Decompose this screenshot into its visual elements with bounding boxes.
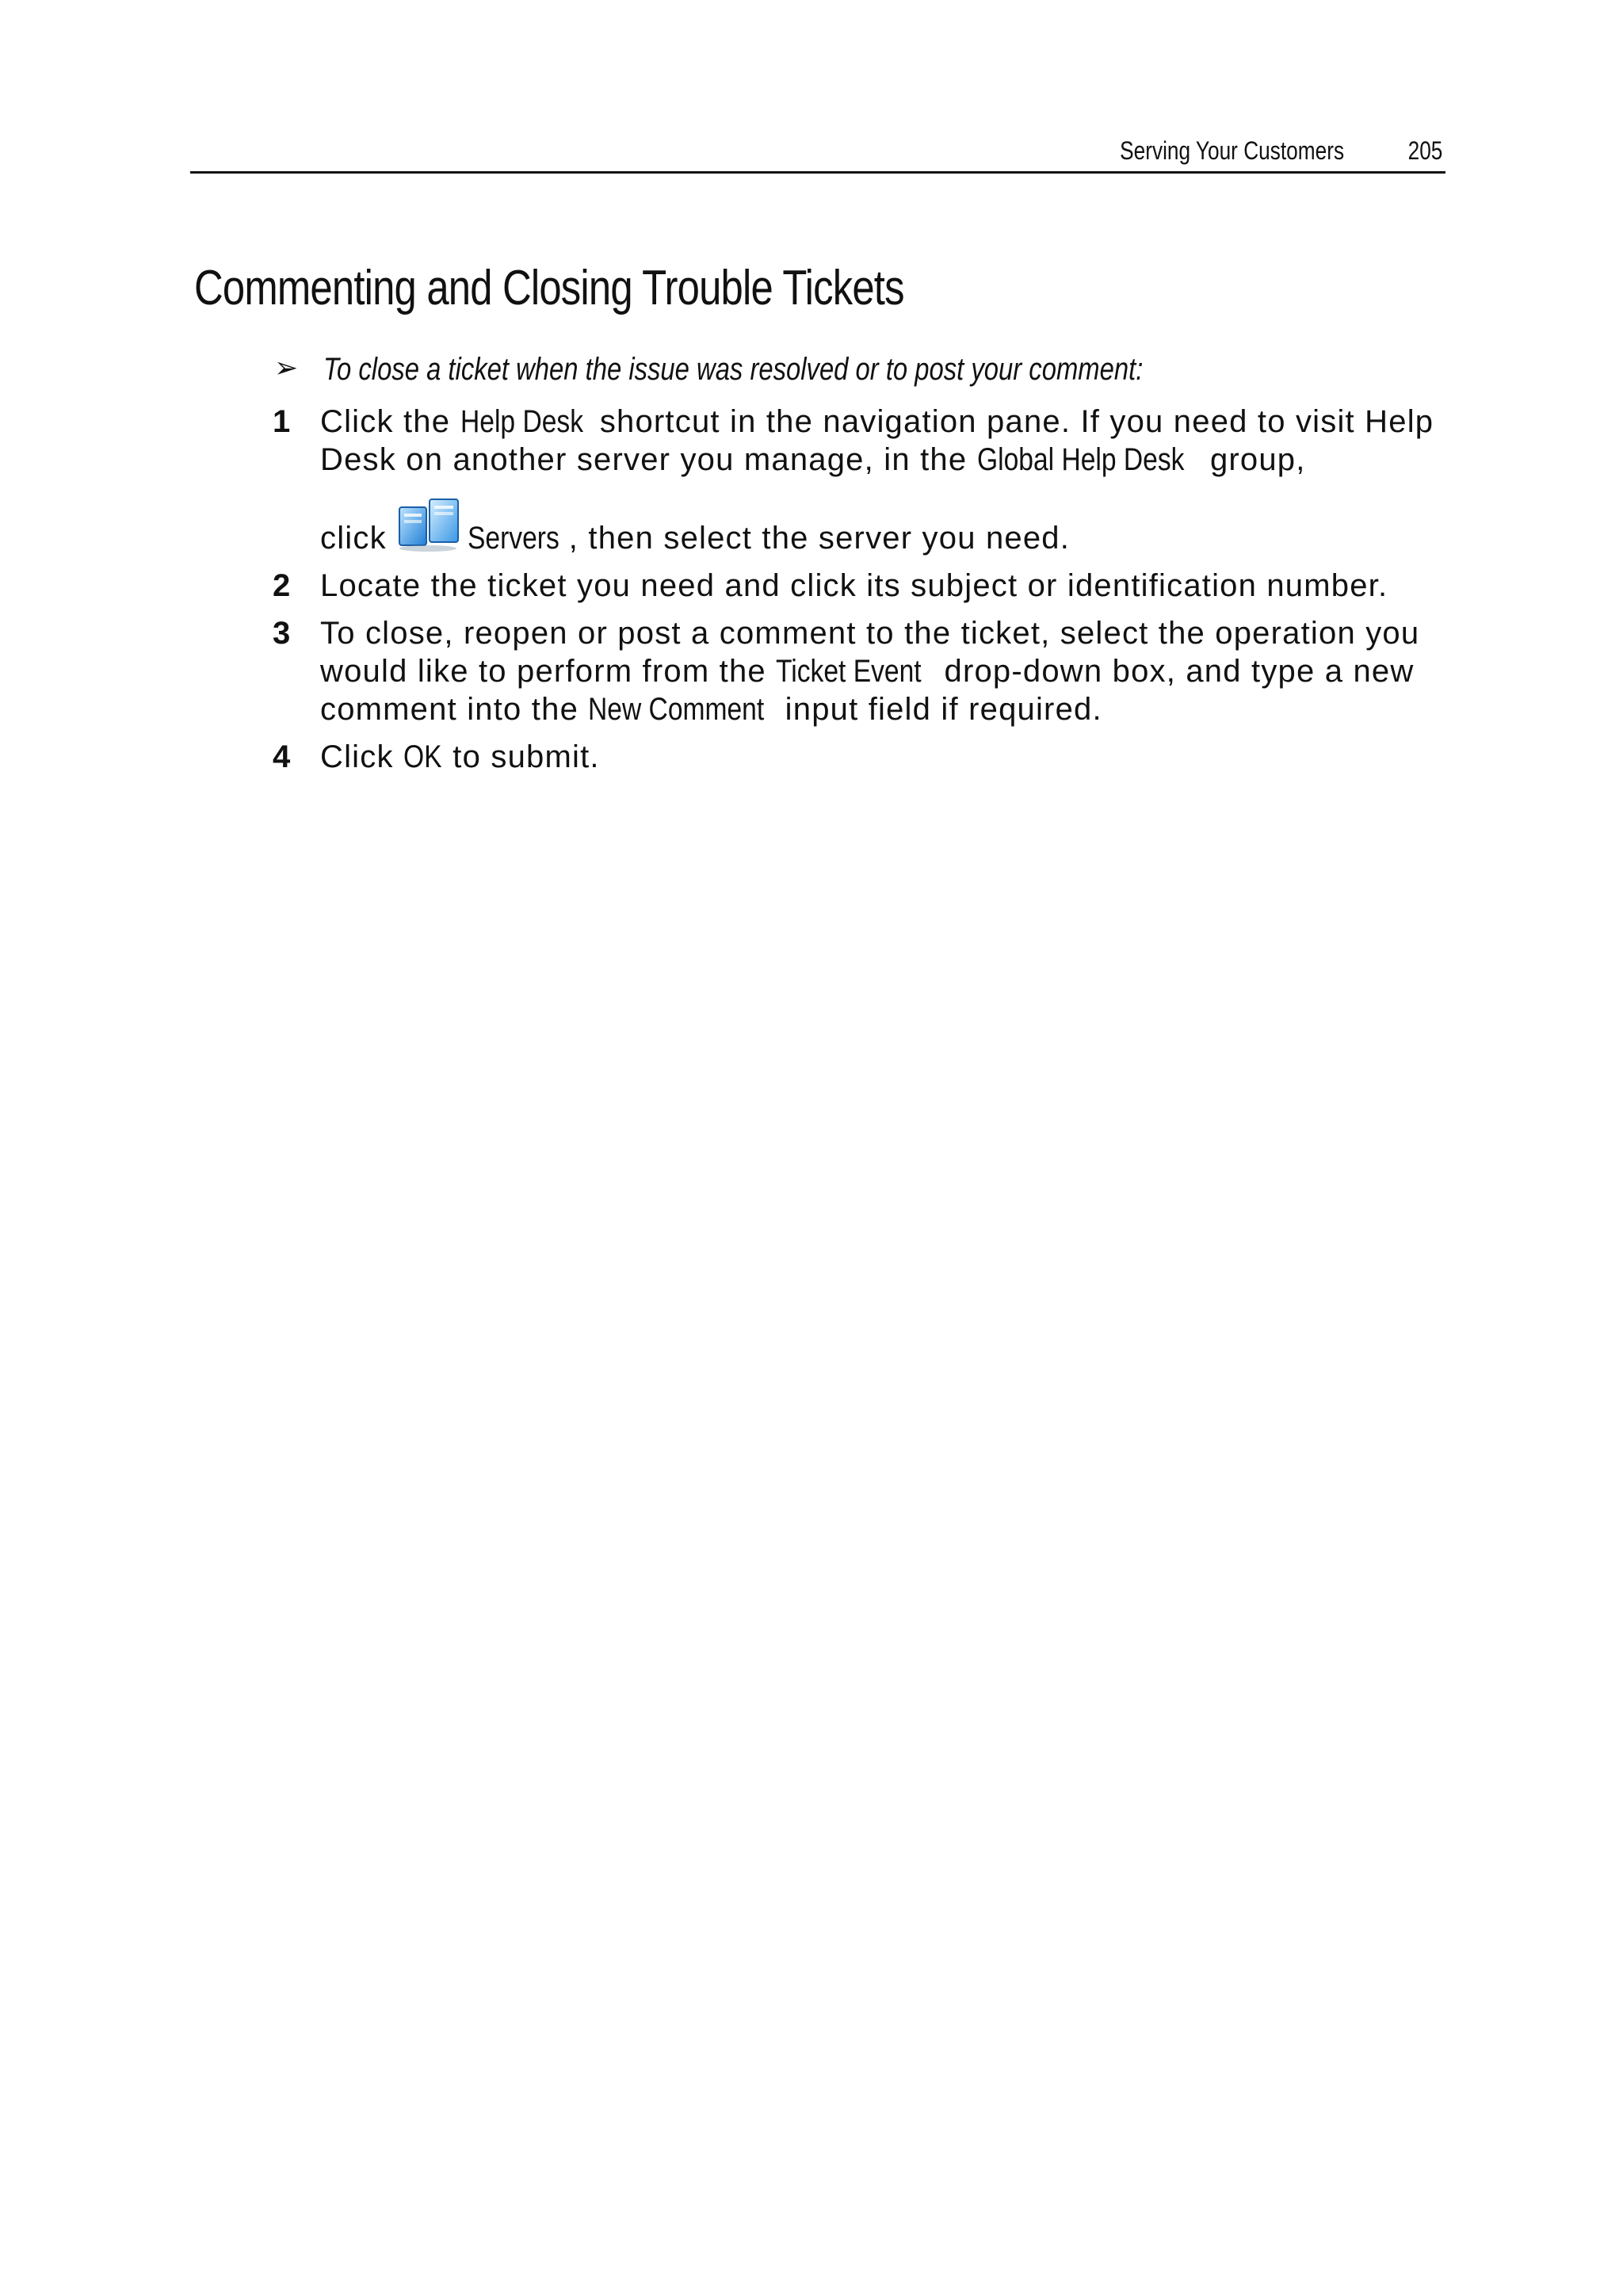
ui-term-ticket-event: Ticket Event (776, 654, 922, 689)
step-text: to submit. (442, 739, 600, 774)
ui-term-global-help-desk: Global Help Desk (976, 442, 1185, 477)
step-text: input field if required. (775, 692, 1102, 727)
arrow-bullet-icon: ➢ (274, 352, 299, 384)
step-text: To close, reopen or post a comment to the ticket, select the operation you would like to perform from the (320, 616, 1420, 689)
step-text: Locate the ticket you need and click its subject or identification number. (320, 568, 1388, 603)
page-header (190, 133, 1445, 174)
ui-term-ok: OK (403, 739, 442, 774)
page-number: 205 (1407, 136, 1442, 165)
step-number: 1 (273, 404, 291, 439)
step-item (273, 403, 1445, 557)
step-text: drop-down box, and type a new comment into the (320, 654, 1415, 727)
step-item (273, 567, 1445, 605)
step-number: 4 (273, 739, 291, 774)
steps-list (273, 403, 1445, 785)
step-item (273, 614, 1445, 728)
step-text: , then select the server you need. (568, 521, 1071, 556)
ui-term-servers: Servers (467, 521, 559, 556)
step-item (273, 738, 1445, 776)
procedure-text: To close a ticket when the issue was resolved or to post your comment: (323, 352, 1144, 387)
running-header-title: Serving Your Customers (1120, 136, 1344, 165)
step-text: group, (1200, 442, 1306, 477)
ui-term-new-comment: New Comment (588, 692, 765, 727)
servers-icon (395, 496, 463, 553)
ui-term-help-desk: Help Desk (460, 404, 583, 439)
step-text: Click the (320, 404, 460, 439)
step-number: 3 (273, 616, 291, 651)
step-text: shortcut in the navigation pane. If you need to visit Help Desk on another server you manage, in the (320, 404, 1434, 477)
step-text: Click (320, 739, 403, 774)
step-text: click (320, 521, 387, 556)
step-number: 2 (273, 568, 291, 603)
section-title: Commenting and Closing Trouble Tickets (194, 261, 904, 315)
procedure-heading (274, 352, 1323, 388)
